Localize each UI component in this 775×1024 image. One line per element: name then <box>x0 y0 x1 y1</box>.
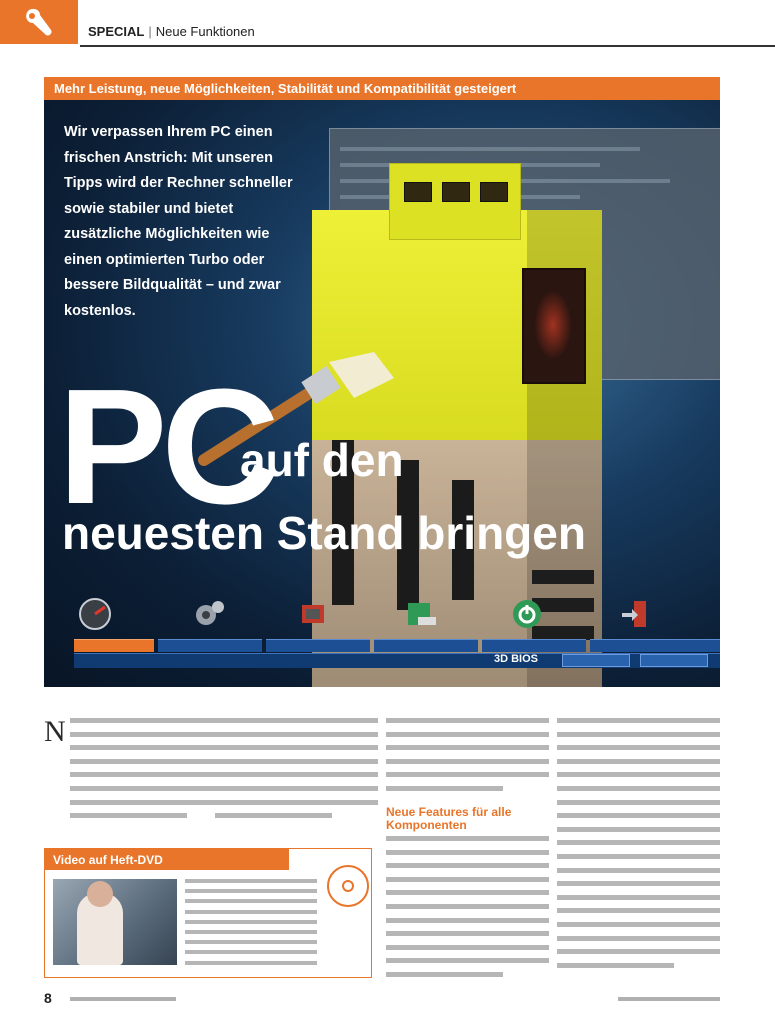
footer-website <box>618 997 720 1001</box>
text-line <box>215 786 378 791</box>
video-box-header <box>45 849 289 870</box>
text-line <box>386 745 549 750</box>
text-line <box>557 827 720 832</box>
text-line <box>386 890 549 895</box>
bios-tab[interactable] <box>266 639 370 652</box>
text-line <box>557 908 720 913</box>
bios-logo: 3D BIOS <box>494 653 539 665</box>
chip-icon <box>296 597 330 631</box>
text-line <box>215 732 378 737</box>
fan-display <box>442 182 470 202</box>
text-line <box>557 949 720 954</box>
video-thumbnail[interactable] <box>53 879 177 965</box>
text-column-2 <box>215 718 378 827</box>
text-line <box>386 918 549 923</box>
text-column-4 <box>557 718 720 976</box>
fan-display <box>404 182 432 202</box>
power-icon <box>510 597 544 631</box>
text-line <box>557 813 720 818</box>
text-line <box>185 950 317 954</box>
dvd-hole <box>342 880 354 892</box>
video-box <box>44 848 372 978</box>
text-line <box>557 881 720 886</box>
bios-tab[interactable] <box>158 639 262 652</box>
text-column-3-lower <box>386 836 549 986</box>
text-line <box>185 899 317 903</box>
dvd-icon <box>327 865 369 907</box>
intro-text: Wir verpassen Ihrem PC einen frischen Anstrich: Mit unseren Tipps wird der Rechner schneller sowie stabiler und bietet zusätzliche Möglichkeiten wie einen optimierten Turbo oder bessere Bildqualität – und zwar kostenlos. <box>64 124 293 319</box>
bios-tab[interactable] <box>374 639 478 652</box>
text-line <box>215 813 332 818</box>
gears-icon <box>192 597 226 631</box>
text-line <box>70 718 233 723</box>
banner-text: Mehr Leistung, neue Möglichkeiten, Stabilität und Kompatibilität gesteigert <box>54 81 517 96</box>
text-line <box>386 718 549 723</box>
text-column-1 <box>70 718 233 827</box>
text-line <box>386 904 549 909</box>
text-line <box>215 772 378 777</box>
headline-line-2: neuesten Stand bringen <box>62 507 586 559</box>
fan-display <box>480 182 508 202</box>
text-line <box>386 850 549 855</box>
bios-tab[interactable] <box>482 639 586 652</box>
text-line <box>215 745 378 750</box>
text-line <box>557 772 720 777</box>
text-line <box>185 889 317 893</box>
text-line <box>386 786 503 791</box>
text-line <box>386 958 549 963</box>
text-line <box>557 922 720 927</box>
speedometer-icon <box>78 597 112 631</box>
bios-tab[interactable] <box>74 639 154 652</box>
text-line <box>557 895 720 900</box>
bios-button[interactable] <box>562 654 630 667</box>
header-rule <box>80 45 775 47</box>
text-line <box>557 786 720 791</box>
text-line <box>215 800 378 805</box>
section-tab <box>0 0 78 44</box>
wrench-icon <box>22 6 56 40</box>
section-label <box>88 24 255 39</box>
bios-button[interactable] <box>640 654 708 667</box>
text-line <box>557 745 720 750</box>
text-line <box>386 863 549 868</box>
drop-cap: N <box>44 715 66 748</box>
text-line <box>557 732 720 737</box>
hero-image <box>44 100 720 687</box>
text-line <box>70 786 233 791</box>
text-line <box>70 772 233 777</box>
headline-line-1: auf den <box>240 434 404 486</box>
text-line <box>185 961 317 965</box>
text-line <box>557 759 720 764</box>
video-description <box>185 879 317 971</box>
text-line <box>215 759 378 764</box>
text-line <box>185 920 317 924</box>
footer-publication <box>70 997 176 1001</box>
text-line <box>386 931 549 936</box>
bios-menu <box>44 595 720 687</box>
text-line <box>185 940 317 944</box>
text-line <box>557 718 720 723</box>
subsection-name: Neue Funktionen <box>155 24 255 39</box>
text-line <box>557 868 720 873</box>
text-line <box>386 972 503 977</box>
text-line <box>557 840 720 845</box>
text-line <box>557 800 720 805</box>
tower-window <box>522 268 586 384</box>
exit-door-icon <box>618 597 652 631</box>
text-line <box>386 759 549 764</box>
text-line <box>215 718 378 723</box>
text-line <box>386 772 549 777</box>
text-line <box>70 732 233 737</box>
tower-vent <box>532 570 594 584</box>
presenter-head <box>87 881 113 907</box>
video-box-heading: Video auf Heft-DVD <box>53 853 163 867</box>
text-line <box>386 732 549 737</box>
article-banner <box>44 77 720 100</box>
window-glow <box>534 290 572 360</box>
text-line <box>557 854 720 859</box>
page-number: 8 <box>44 990 52 1006</box>
text-line <box>70 813 187 818</box>
monitor-line <box>340 147 640 151</box>
headline-pc: PC <box>58 355 274 538</box>
text-line <box>386 945 549 950</box>
text-line <box>185 879 317 883</box>
text-line <box>386 836 549 841</box>
text-line <box>185 910 317 914</box>
text-line <box>386 877 549 882</box>
fan-controller <box>389 163 521 240</box>
section-name: SPECIAL <box>88 24 145 39</box>
bios-tab[interactable] <box>590 639 720 652</box>
text-column-3 <box>386 718 549 800</box>
text-line <box>557 936 720 941</box>
peripherals-icon <box>404 597 438 631</box>
text-line <box>70 745 233 750</box>
text-line <box>557 963 674 968</box>
article-subhead: Neue Features für alle Komponenten <box>386 805 512 832</box>
text-line <box>70 800 233 805</box>
section-separator: | <box>148 24 152 39</box>
text-line <box>185 930 317 934</box>
text-line <box>70 759 233 764</box>
